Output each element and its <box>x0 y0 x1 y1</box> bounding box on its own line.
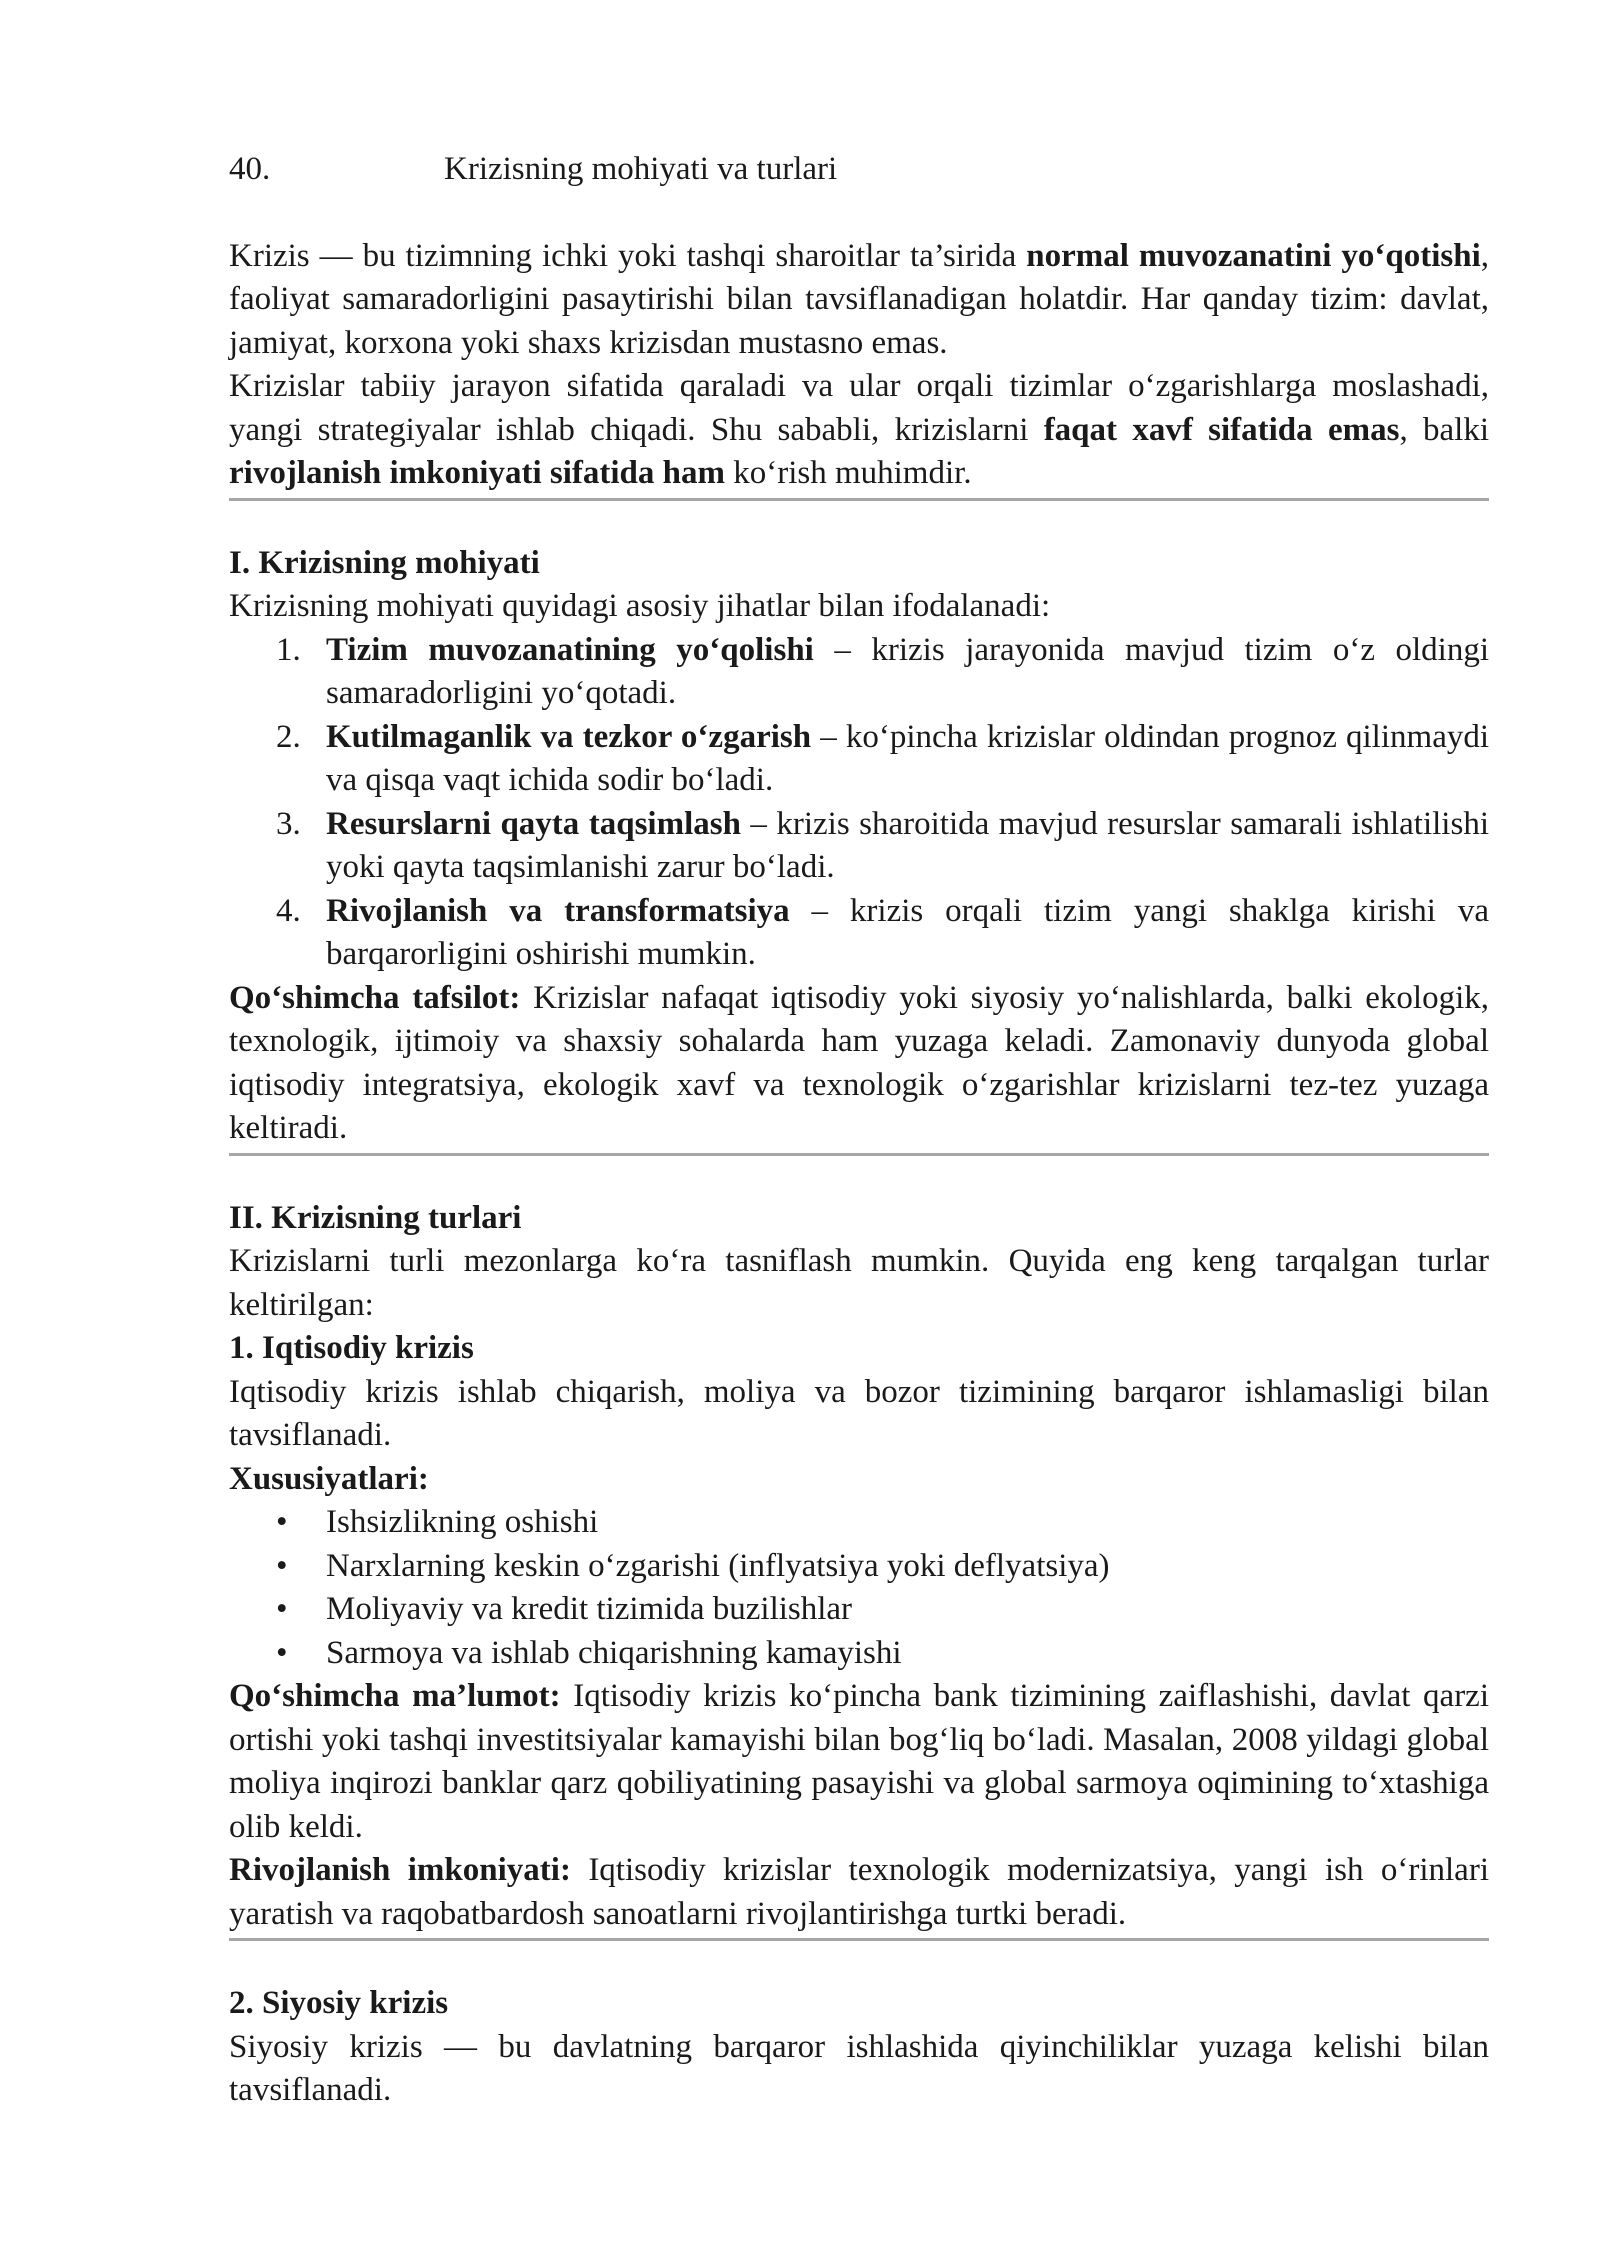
intro-emphasis: faqat xavf sifatida emas <box>1043 411 1400 448</box>
subsection-description: Iqtisodiy krizis ishlab chiqarish, moliya va bozor tizimining barqaror ishlamasligi bilan tavsiflanadi. <box>229 1373 1489 1453</box>
paragraph-label: Rivojlanish imkoniyati: <box>229 1852 571 1888</box>
additional-info-paragraph <box>229 1675 1489 1849</box>
intro-emphasis: normal muvozanatini yo‘qotishi <box>1026 237 1481 274</box>
subsection-description: Siyosiy krizis — bu davlatning barqaror ishlashida qiyinchiliklar yuzaga kelishi bilan tavsiflanadi. <box>229 2028 1489 2108</box>
list-item <box>229 1545 1489 1589</box>
list-term: Rivojlanish va transformatsiya <box>326 892 790 929</box>
list-item <box>229 803 1489 890</box>
section-divider <box>229 498 1489 501</box>
list-text: Moliyaviy va kredit tizimida buzilishlar <box>326 1591 853 1627</box>
intro-paragraph-1 <box>229 235 1489 366</box>
opportunity-paragraph <box>229 1849 1489 1936</box>
intro-text: , faoliyat samaradorligini pasaytirishi bilan tavsiflanadigan holatdir. Har qanday tizim: davlat, jamiyat, korxona yoki shaxs krizisdan mustasno emas. <box>229 237 1489 361</box>
paragraph-text: Iqtisodiy krizislar texnologik modernizatsiya, yangi ish o‘rinlari yaratish va raqobatbardosh sanoatlarni rivojlantirishga turtki beradi. <box>229 1852 1489 1932</box>
paragraph-label: Qo‘shimcha tafsilot: <box>229 979 521 1016</box>
paragraph-text: Krizislar nafaqat iqtisodiy yoki siyosiy yo‘nalishlarda, balki ekologik, texnologik, ijtimoiy va shaxsiy sohalarda ham yuzaga keladi. Zamonaviy dunyoda global iqtisodiy integratsiya, ekologik xavf va texnologik o‘zgarishlar krizislarni tez-tez yuzaga keltiradi. <box>229 979 1489 1146</box>
list-term: Tizim muvozanatining yo‘qolishi <box>326 631 814 668</box>
intro-text: ko‘rish muhimdir. <box>724 455 972 491</box>
list-item <box>229 1632 1489 1676</box>
features-label-text: Xususiyatlari: <box>229 1460 429 1497</box>
section-heading-essence: I. Krizisning mohiyati <box>229 544 540 581</box>
list-number: 2. <box>276 718 301 755</box>
chapter-heading <box>229 148 1489 192</box>
intro-text: , balki <box>1399 411 1490 448</box>
list-text: Sarmoya va ishlab chiqarishning kamayishi <box>326 1634 902 1671</box>
features-list <box>229 1501 1489 1675</box>
paragraph-text: Iqtisodiy krizis ko‘pincha bank tizimining zaiflashishi, davlat qarzi ortishi yoki tashqi investitsiyalar kamayishi bilan bog‘liq bo‘ladi. Masalan, 2008 yildagi global moliya inqirozi banklar qarz qobiliyatining pasayishi va global sarmoya oqimining to‘xtashiga olib keldi. <box>229 1678 1489 1845</box>
intro-emphasis: rivojlanish imkoniyati sifatida ham <box>229 455 725 491</box>
features-label <box>229 1458 1489 1502</box>
list-text: – ko‘pincha krizislar oldindan prognoz qilinmaydi va qisqa vaqt ichida sodir bo‘ladi. <box>326 718 1490 798</box>
list-text: – krizis jarayonida mavjud tizim o‘z oldingi samaradorligini yo‘qotadi. <box>326 631 1489 711</box>
list-number: 1. <box>276 631 301 668</box>
list-term: Kutilmaganlik va tezkor o‘zgarish <box>326 718 812 755</box>
page-content <box>229 148 1489 2113</box>
intro-text: Krizislar tabiiy jarayon sifatida qaraladi va ular orqali tizimlar o‘zgarishlarga moslashadi, yangi strategiyalar ishlab chiqadi. Shu sababli, krizislarni <box>229 368 1489 448</box>
subsection-heading-political: 2. Siyosiy krizis <box>229 1985 449 2021</box>
intro-paragraph-2 <box>229 365 1489 496</box>
list-text: – krizis sharoitida mavjud resurslar samarali ishlatilishi yoki qayta taqsimlanishi zarur bo‘ladi. <box>326 805 1489 885</box>
bullet-icon: • <box>276 1547 288 1584</box>
chapter-title: Krizisning mohiyati va turlari <box>444 151 838 187</box>
list-text: Narxlarning keskin o‘zgarishi (inflyatsiya yoki deflyatsiya) <box>326 1547 1110 1584</box>
list-item <box>229 629 1489 716</box>
list-text: – krizis orqali tizim yangi shaklga kirishi va barqarorligini oshirishi mumkin. <box>326 892 1489 972</box>
list-number: 3. <box>276 805 301 842</box>
list-item <box>229 1588 1489 1632</box>
list-text: Ishsizlikning oshishi <box>326 1504 599 1540</box>
list-term: Resurslarni qayta taqsimlash <box>326 805 741 842</box>
section-heading-types: II. Krizisning turlari <box>229 1199 522 1236</box>
list-item <box>229 716 1489 803</box>
bullet-icon: • <box>276 1634 288 1671</box>
section-divider <box>229 1153 1489 1156</box>
list-number: 4. <box>276 892 301 929</box>
bullet-icon: • <box>276 1504 288 1540</box>
section-lead: Krizislarni turli mezonlarga ko‘ra tasniflash mumkin. Quyida eng keng tarqalgan turlar keltirilgan: <box>229 1243 1489 1323</box>
intro-text: Krizis — bu tizimning ichki yoki tashqi sharoitlar ta’sirida <box>229 237 1027 274</box>
list-item <box>229 1501 1489 1545</box>
additional-detail-paragraph <box>229 977 1489 1151</box>
chapter-number: 40. <box>229 151 271 187</box>
paragraph-label: Qo‘shimcha ma’lumot: <box>229 1678 561 1714</box>
essence-list <box>229 629 1489 977</box>
bullet-icon: • <box>276 1591 288 1627</box>
section-lead: Krizisning mohiyati quyidagi asosiy jihatlar bilan ifodalanadi: <box>229 588 1051 624</box>
list-item <box>229 890 1489 977</box>
section-divider <box>229 1938 1489 1941</box>
subsection-heading-economic: 1. Iqtisodiy krizis <box>229 1330 474 1366</box>
